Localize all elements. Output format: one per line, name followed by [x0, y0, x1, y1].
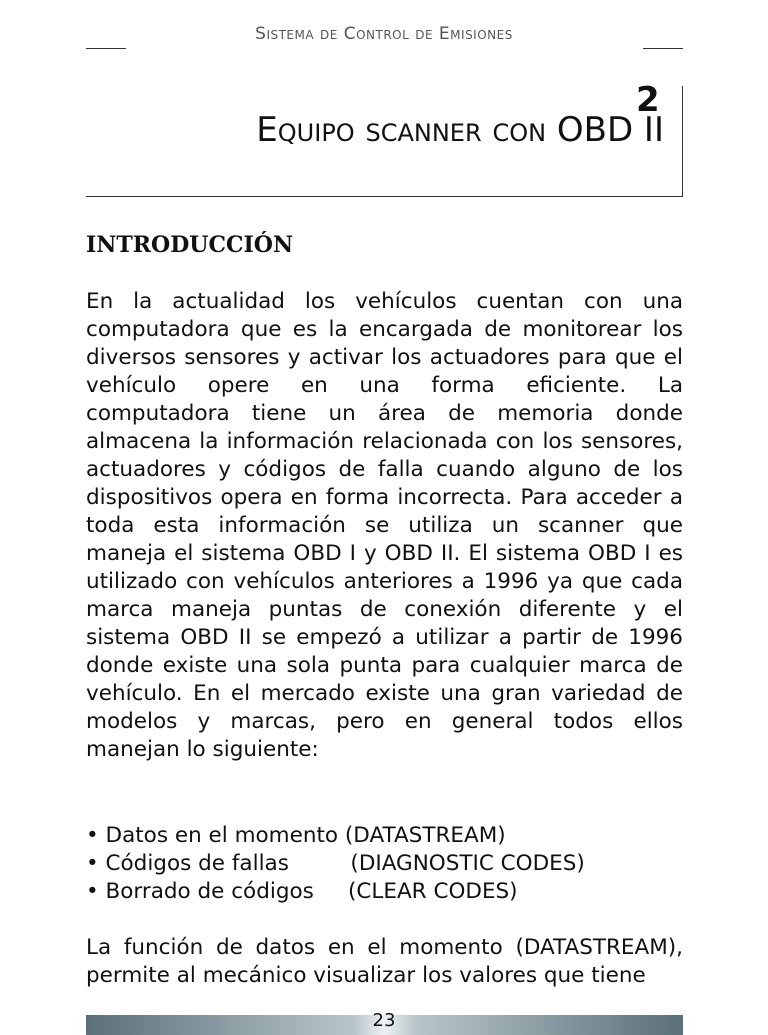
page-number: 23: [372, 1010, 396, 1031]
chapter-number: 2: [636, 80, 660, 120]
feature-list: [86, 822, 585, 906]
header-rule-left: [86, 48, 126, 49]
paragraph-datastream: La función de datos en el momento (DATASTREAM), permite al mecánico visualizar los valores que tiene: [86, 935, 683, 988]
list-item: • Datos en el momento (DATASTREAM): [86, 823, 506, 848]
running-header: Sistema de Control de Emisiones: [255, 24, 513, 44]
chapter-title: Equipo scanner con OBD II: [256, 110, 664, 150]
chapter-vertical-rule: [682, 86, 683, 196]
paragraph-intro: En la actualidad los vehículos cuentan con una computadora que es la encargada de monitorear los diversos sensores y activar los actuadores para que el vehículo opere en una forma eficiente. La computadora tiene un área de memoria donde almacena la información relacionada con los sensores, actuadores y códigos de falla cuando alguno de los dispositivos opera en forma incorrecta. Para acceder a toda esta información se utiliza un scanner que maneja el sistema OBD I y OBD II. El sistema OBD I es utilizado con vehículos anteriores a 1996 ya que cada marca maneja puntas de conexión diferente y el sistema OBD II se empezó a utilizar a partir de 1996 donde existe una sola punta para cualquier marca de vehículo. En el mercado existe una gran variedad de modelos y marcas, pero en general todos ellos manejan lo siguiente:: [86, 289, 683, 762]
section-heading: INTRODUCCIÓN: [86, 232, 294, 258]
list-item: • Borrado de códigos (CLEAR CODES): [86, 879, 518, 904]
list-item: • Códigos de fallas (DIAGNOSTIC CODES): [86, 851, 585, 876]
chapter-rule: [86, 196, 683, 197]
header-rule-right: [643, 48, 683, 49]
